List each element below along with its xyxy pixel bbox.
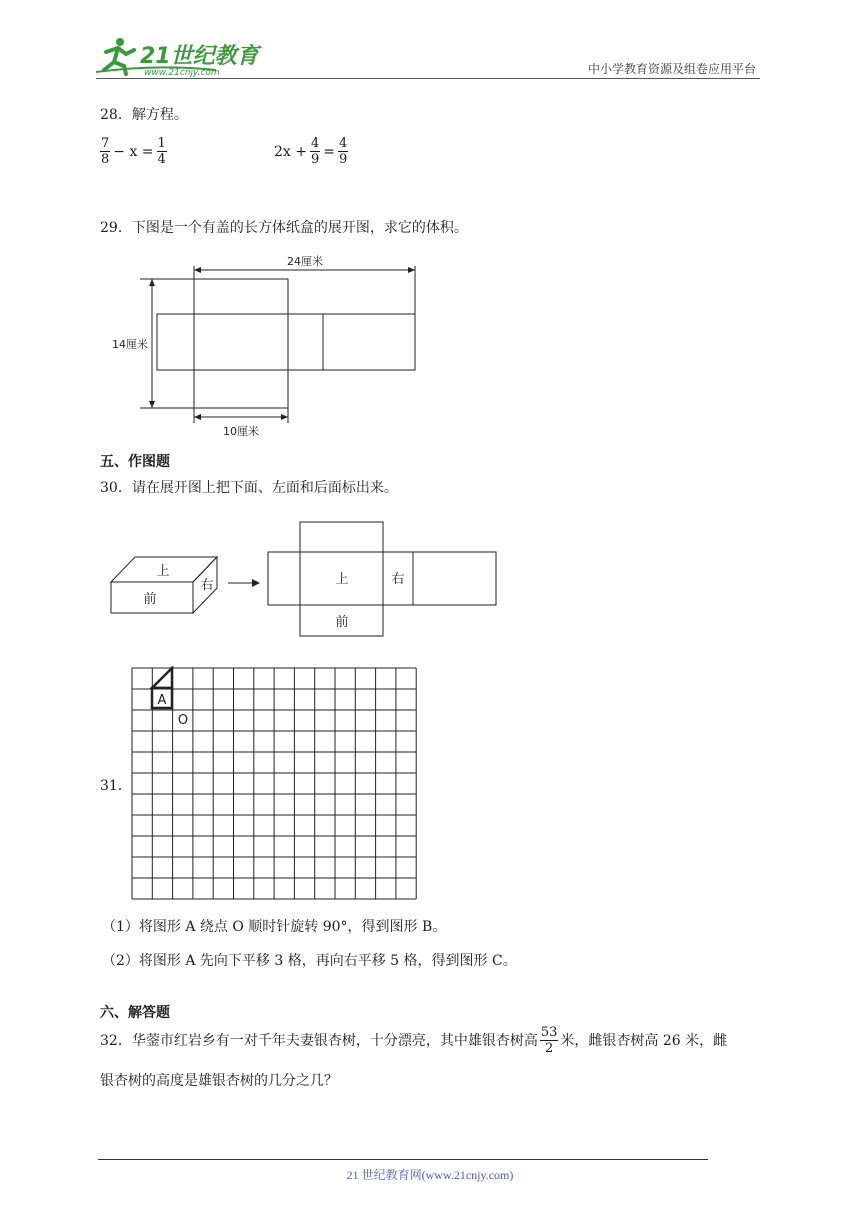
shape-a-label: A xyxy=(157,693,167,708)
q32-text-b: 米，雌银杏树高 26 米，雌 xyxy=(560,1032,728,1049)
q29-label: 29．下图是一个有盖的长方体纸盒的展开图，求它的体积。 xyxy=(100,220,468,236)
equation-text: 2x + xyxy=(274,143,307,160)
q31-sub1: （1）将图形 A 绕点 O 顺时针旋转 90°，得到图形 B。 xyxy=(102,919,447,935)
section-5-title: 五、作图题 xyxy=(100,454,170,470)
dim-top-label: 24厘米 xyxy=(287,255,323,268)
footer-text: 21 世纪教育网(www.21cnjy.com) xyxy=(346,1168,514,1182)
dim-left-label: 14厘米 xyxy=(112,338,148,351)
q31-number: 31． xyxy=(100,778,132,794)
q31-sub2: （2）将图形 A 先向下平移 3 格，再向右平移 5 格，得到图形 C。 xyxy=(102,953,517,969)
point-o-label: O xyxy=(177,713,189,728)
box-front-label: 前 xyxy=(143,592,157,607)
fraction: $\frac{7}{8}$ xyxy=(101,136,110,167)
net-top-label: 上 xyxy=(335,572,349,587)
q29-net-diagram xyxy=(100,248,430,443)
net-right-label: 右 xyxy=(391,572,405,587)
fraction: $\frac{4}{9}$ xyxy=(339,136,348,167)
shape-a-triangle xyxy=(152,668,172,688)
q28-equation-1 xyxy=(100,136,167,167)
q32-line1 xyxy=(100,1025,727,1056)
q32-text-a: 32．华蓥市红岩乡有一对千年夫妻银杏树，十分漂亮，其中雄银杏树高 xyxy=(100,1032,538,1049)
q30-box-diagram xyxy=(100,515,510,645)
logo-text: 21世纪教育 xyxy=(140,44,259,69)
fraction: $\frac{1}{4}$ xyxy=(157,136,166,167)
footer-divider xyxy=(98,1159,708,1160)
logo-figure-icon xyxy=(96,36,266,78)
dim-bottom-label: 10厘米 xyxy=(223,425,259,438)
fraction: $\frac{4}{9}$ xyxy=(310,136,320,167)
equation-text: = xyxy=(323,143,335,160)
equation-text: − x = xyxy=(113,143,154,160)
box-right-label: 右 xyxy=(200,578,214,593)
box-top-label: 上 xyxy=(156,564,170,579)
site-logo xyxy=(96,36,266,78)
header-platform-text: 中小学教育资源及组卷应用平台 xyxy=(587,62,756,76)
header-divider xyxy=(96,78,760,79)
q30-label: 30．请在展开图上把下面、左面和后面标出来。 xyxy=(100,480,398,496)
logo-url: www.21cnjy.com xyxy=(144,68,220,78)
q28-equation-2 xyxy=(274,136,348,167)
section-6-title: 六、解答题 xyxy=(100,1005,170,1021)
q28-label: 28．解方程。 xyxy=(100,107,188,123)
net-front-label: 前 xyxy=(335,615,349,630)
fraction: $\frac{53}{2}$ xyxy=(540,1025,558,1056)
q32-line2: 银杏树的高度是雄银杏树的几分之几？ xyxy=(100,1073,338,1089)
q31-grid xyxy=(130,666,420,903)
